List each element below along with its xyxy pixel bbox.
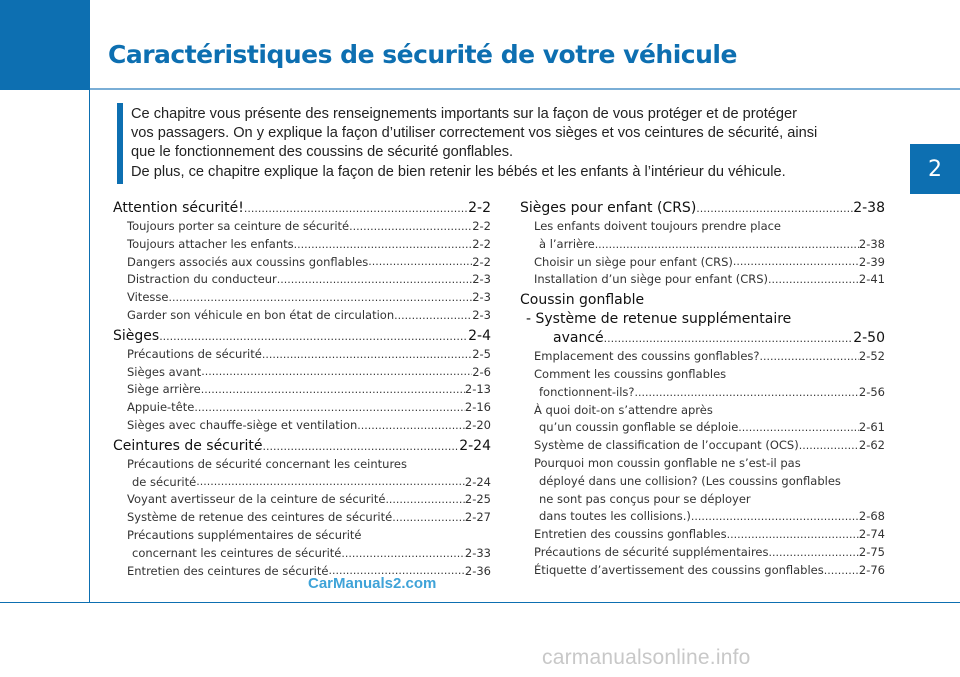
left-margin-rule [89, 90, 90, 602]
toc-section-heading-line[interactable]: - Système de retenue supplémentaire [526, 311, 792, 328]
toc-entry-line[interactable]: Précautions supplémentaires de sécurité [127, 527, 362, 542]
intro-line: De plus, ce chapitre explique la façon de bien retenir les bébés et les enfants à l’intérieur du véhicule. [131, 163, 786, 180]
toc-entry[interactable]: qu’un coussin gonflable se déploie ..... 2-61 [520, 419, 885, 437]
toc-entry[interactable]: dans toutes les collisions.) ..... 2-68 [520, 508, 885, 526]
intro-line: vos passagers. On y explique la façon d’utiliser correctement vos sièges et vos ceintures de sécurité, ainsi [131, 125, 818, 142]
toc-entry[interactable]: Sièges avec chauffe-siège et ventilation ..... 2-20 [113, 417, 491, 435]
toc-entry[interactable]: fonctionnent-ils? ..... 2-56 [520, 384, 885, 402]
toc-entry[interactable]: Système de classification de l’occupant (OCS) ..... 2-62 [520, 437, 885, 455]
footer-site-text: carmanualsonline.info [542, 646, 751, 669]
toc-right-column [520, 199, 885, 580]
header-rule [90, 88, 960, 90]
toc-entry[interactable]: Sièges avant ..... 2-6 [113, 364, 491, 382]
intro-line: Ce chapitre vous présente des renseignements importants sur la façon de vous protéger et de protéger [131, 106, 798, 122]
watermark-text: CarManuals2.com [308, 575, 437, 592]
toc-section-ceintures [113, 437, 491, 581]
toc-entry[interactable]: Voyant avertisseur de la ceinture de sécurité ..... 2-25 [113, 491, 491, 509]
toc-section-heading-line[interactable]: Coussin gonflable [520, 292, 645, 309]
toc-entry[interactable]: Entretien des coussins gonflables ..... 2-74 [520, 526, 885, 544]
toc-section-sieges [113, 327, 491, 435]
toc-entry[interactable]: Garder son véhicule en bon état de circulation ..... 2-3 [113, 307, 491, 325]
toc-entry[interactable]: Système de retenue des ceintures de sécurité ..... 2-27 [113, 509, 491, 527]
intro-paragraph [131, 105, 883, 182]
toc-entry[interactable]: Distraction du conducteur ..... 2-3 [113, 271, 491, 289]
toc-section-airbag [520, 291, 885, 579]
corner-color-block [0, 0, 90, 90]
toc-left-column [113, 199, 491, 580]
toc-section-attention [113, 199, 491, 325]
toc-entry-line[interactable]: Précautions de sécurité concernant les ceintures [127, 456, 407, 471]
footer-rule [0, 602, 960, 603]
toc-entry-line[interactable]: Les enfants doivent toujours prendre place [534, 219, 782, 233]
toc-entry[interactable]: Appuie-tête ..... 2-16 [113, 399, 491, 417]
toc-entry[interactable]: de sécurité ..... 2-24 [113, 474, 491, 492]
intro-accent-bar [117, 103, 123, 184]
toc-entry[interactable]: à l’arrière ..... 2-38 [520, 236, 885, 254]
toc-entry[interactable]: Toujours attacher les enfants ..... 2-2 [113, 236, 491, 254]
toc-entry-line[interactable]: déployé dans une collision? (Les coussins gonflables [539, 473, 841, 488]
toc-entry[interactable]: Vitesse ..... 2-3 [113, 289, 491, 307]
toc-section-heading[interactable]: avancé ..... 2-50 [520, 329, 885, 348]
toc-entry[interactable]: Précautions de sécurité ..... 2-5 [113, 346, 491, 364]
toc-section-heading[interactable]: Sièges pour enfant (CRS) ..... 2-38 [520, 199, 885, 218]
toc-entry[interactable]: Précautions de sécurité supplémentaires ..... 2-75 [520, 544, 885, 562]
toc-section-heading[interactable]: Attention sécurité! ..... 2-2 [113, 199, 491, 218]
toc-entry[interactable]: Entretien des ceintures de sécurité ..... 2-36 [113, 563, 491, 581]
toc-entry-line[interactable]: À quoi doit-on s’attendre après [534, 402, 713, 417]
toc-entry-line[interactable]: ne sont pas conçus pour se déployer [539, 491, 751, 506]
page-title: Caractéristiques de sécurité de votre véhicule [108, 40, 737, 69]
toc-entry[interactable]: Toujours porter sa ceinture de sécurité ..... 2-2 [113, 218, 491, 236]
toc-entry[interactable]: Étiquette d’avertissement des coussins gonflables ..... 2-76 [520, 562, 885, 580]
toc-section-heading[interactable]: Sièges ..... 2-4 [113, 327, 491, 346]
intro-line: que le fonctionnement des coussins de sécurité gonflables. [131, 144, 514, 161]
toc-entry[interactable]: Choisir un siège pour enfant (CRS) ..... 2-39 [520, 254, 885, 272]
toc-entry-line[interactable]: Comment les coussins gonflables [534, 366, 727, 381]
toc-entry-line[interactable]: Pourquoi mon coussin gonflable ne s’est-il pas [534, 455, 801, 470]
toc-entry[interactable]: Siège arrière ..... 2-13 [113, 381, 491, 399]
toc-section-heading[interactable]: Ceintures de sécurité ..... 2-24 [113, 437, 491, 456]
toc-entry[interactable]: Installation d’un siège pour enfant (CRS) ..... 2-41 [520, 271, 885, 289]
toc-entry[interactable]: Dangers associés aux coussins gonflables ..... 2-2 [113, 254, 491, 272]
toc-entry[interactable]: concernant les ceintures de sécurité ..... 2-33 [113, 545, 491, 563]
chapter-tab[interactable]: 2 [910, 144, 960, 194]
toc-section-crs [520, 199, 885, 289]
toc-entry[interactable]: Emplacement des coussins gonflables? ..... 2-52 [520, 348, 885, 366]
